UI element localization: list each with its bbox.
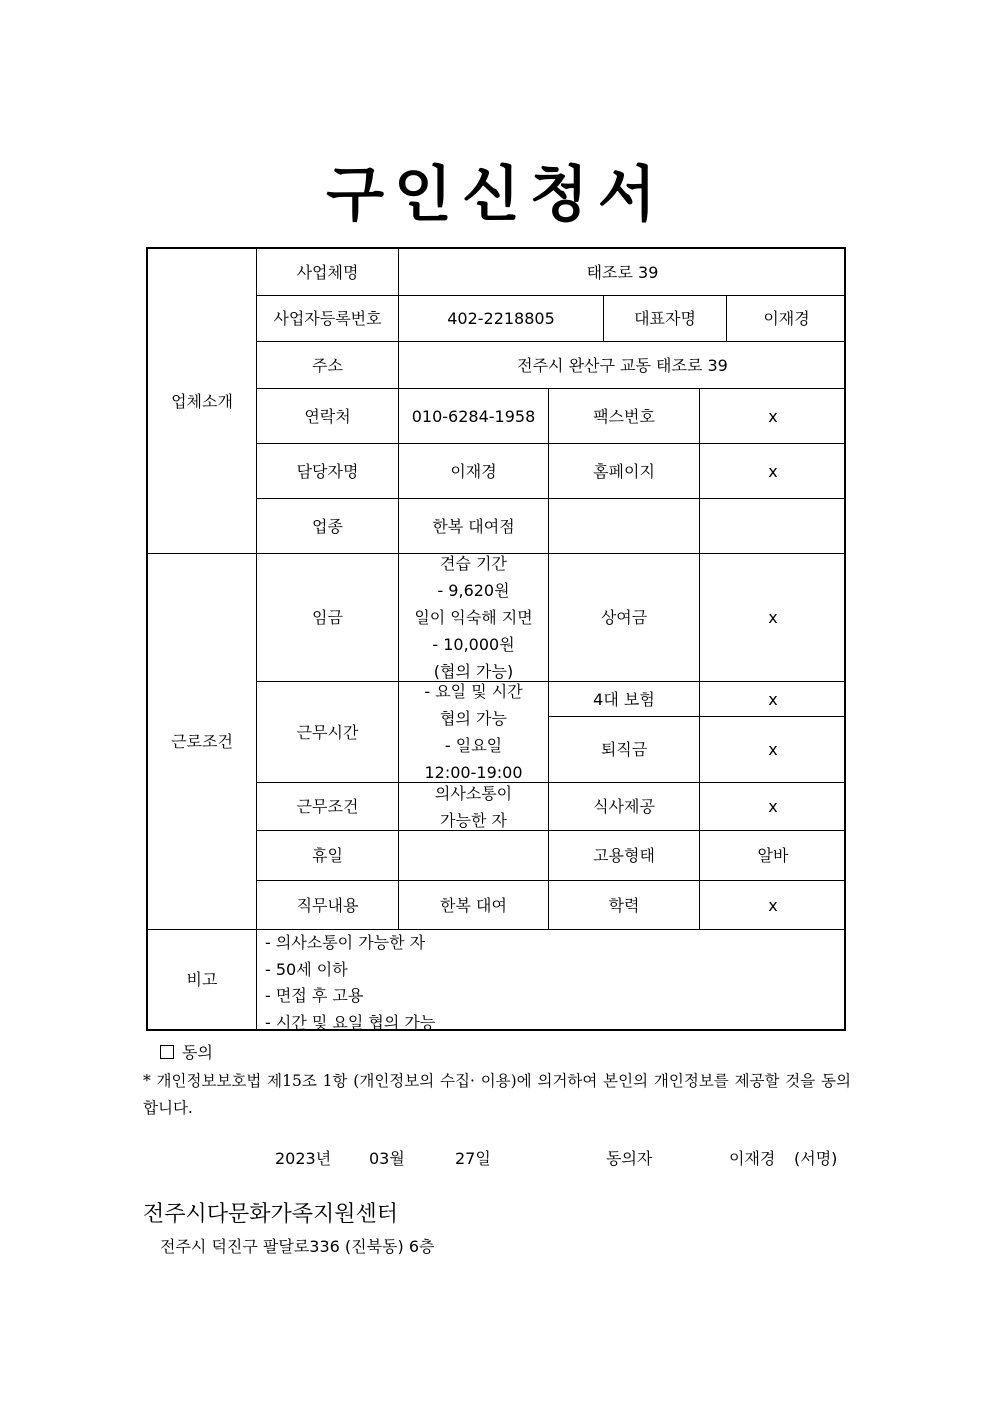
notes-line: - 50세 이하 [265,959,348,979]
consent-checkbox-label: 동의 [182,1043,213,1062]
work-conditions-value[interactable] [399,783,549,831]
application-form-table [146,247,846,1031]
fax-value[interactable]: x [700,389,846,444]
hours-line: - 요일 및 시간 [424,682,523,701]
ceo-value[interactable]: 이재경 [727,296,846,342]
consent-checkbox[interactable] [160,1041,213,1065]
education-value[interactable]: x [700,881,846,930]
duty-label: 직무내용 [257,881,399,930]
agreer-label: 동의자 [606,1149,653,1168]
address-value[interactable]: 전주시 완산구 교동 태조로 39 [399,342,846,389]
insurance-label: 4대 보험 [549,682,700,717]
wage-line: 일이 익숙해 지면 [414,608,533,627]
homepage-value[interactable]: x [700,444,846,499]
reg-no-value[interactable]: 402-2218805 [399,296,604,342]
bonus-label: 상여금 [549,554,700,682]
notes-line: - 면접 후 고용 [265,986,364,1005]
agreer-name[interactable]: 이재경 [729,1149,776,1168]
consent-day[interactable]: 27일 [455,1149,491,1168]
hours-line: 12:00-19:00 [424,763,523,782]
manager-value[interactable]: 이재경 [399,444,549,499]
hours-value[interactable] [399,682,549,783]
section-label-notes: 비고 [148,930,257,1029]
wage-line: - 10,000원 [432,635,515,654]
employment-type-value[interactable]: 알바 [700,831,846,881]
empty-cell [700,499,846,554]
business-name-label: 사업체명 [257,249,399,296]
reg-no-label: 사업자등록번호 [257,296,399,342]
wage-label: 임금 [257,554,399,682]
organization-address: 전주시 덕진구 팔달로336 (진북동) 6층 [160,1237,435,1256]
wage-line: 견습 기간 [440,554,507,573]
insurance-value[interactable]: x [700,682,846,717]
wage-line: - 9,620원 [437,581,510,600]
contact-value[interactable]: 010-6284-1958 [399,389,549,444]
hours-label: 근무시간 [257,682,399,783]
wage-value[interactable] [399,554,549,682]
wage-line: (협의 가능) [433,662,514,681]
work-conditions-line: 의사소통이 [434,783,513,803]
holiday-label: 휴일 [257,831,399,881]
severance-value[interactable]: x [700,717,846,783]
consent-year[interactable]: 2023년 [275,1149,332,1168]
work-conditions-line: 가능한 자 [440,810,507,830]
meal-label: 식사제공 [549,783,700,831]
duty-value[interactable]: 한복 대여 [399,881,549,930]
notes-line: - 의사소통이 가능한 자 [265,933,426,952]
notes-value[interactable] [257,930,846,1032]
section-label-conditions: 근로조건 [148,554,257,930]
industry-label: 업종 [257,499,399,554]
empty-cell [549,499,700,554]
page-title: 구인신청서 [326,160,666,230]
contact-label: 연락처 [257,389,399,444]
consent-month[interactable]: 03월 [369,1149,405,1168]
hours-line: - 일요일 [444,736,503,755]
address-label: 주소 [257,342,399,389]
business-name-value[interactable]: 태조로 39 [399,249,846,296]
hours-line: 협의 가능 [440,709,507,728]
manager-label: 담당자명 [257,444,399,499]
notes-line: - 시간 및 요일 협의 가능 [265,1012,436,1032]
bonus-value[interactable]: x [700,554,846,682]
fax-label: 팩스번호 [549,389,700,444]
organization-name: 전주시다문화가족지원센터 [143,1202,399,1227]
checkbox-icon[interactable] [160,1045,174,1059]
education-label: 학력 [549,881,700,930]
holiday-value[interactable] [399,831,549,881]
consent-statement: * 개인정보보호법 제15조 1항 (개인정보의 수집· 이용)에 의거하여 본인의 개인정보를 제공할 것을 동의 합니다. [143,1072,851,1117]
meal-value[interactable]: x [700,783,846,831]
industry-value[interactable]: 한복 대여점 [399,499,549,554]
work-conditions-label: 근무조건 [257,783,399,831]
severance-label: 퇴직금 [549,717,700,783]
homepage-label: 홈페이지 [549,444,700,499]
signature-label: (서명) [794,1149,838,1168]
ceo-label: 대표자명 [604,296,727,342]
section-label-company: 업체소개 [148,249,257,554]
employment-type-label: 고용형태 [549,831,700,881]
